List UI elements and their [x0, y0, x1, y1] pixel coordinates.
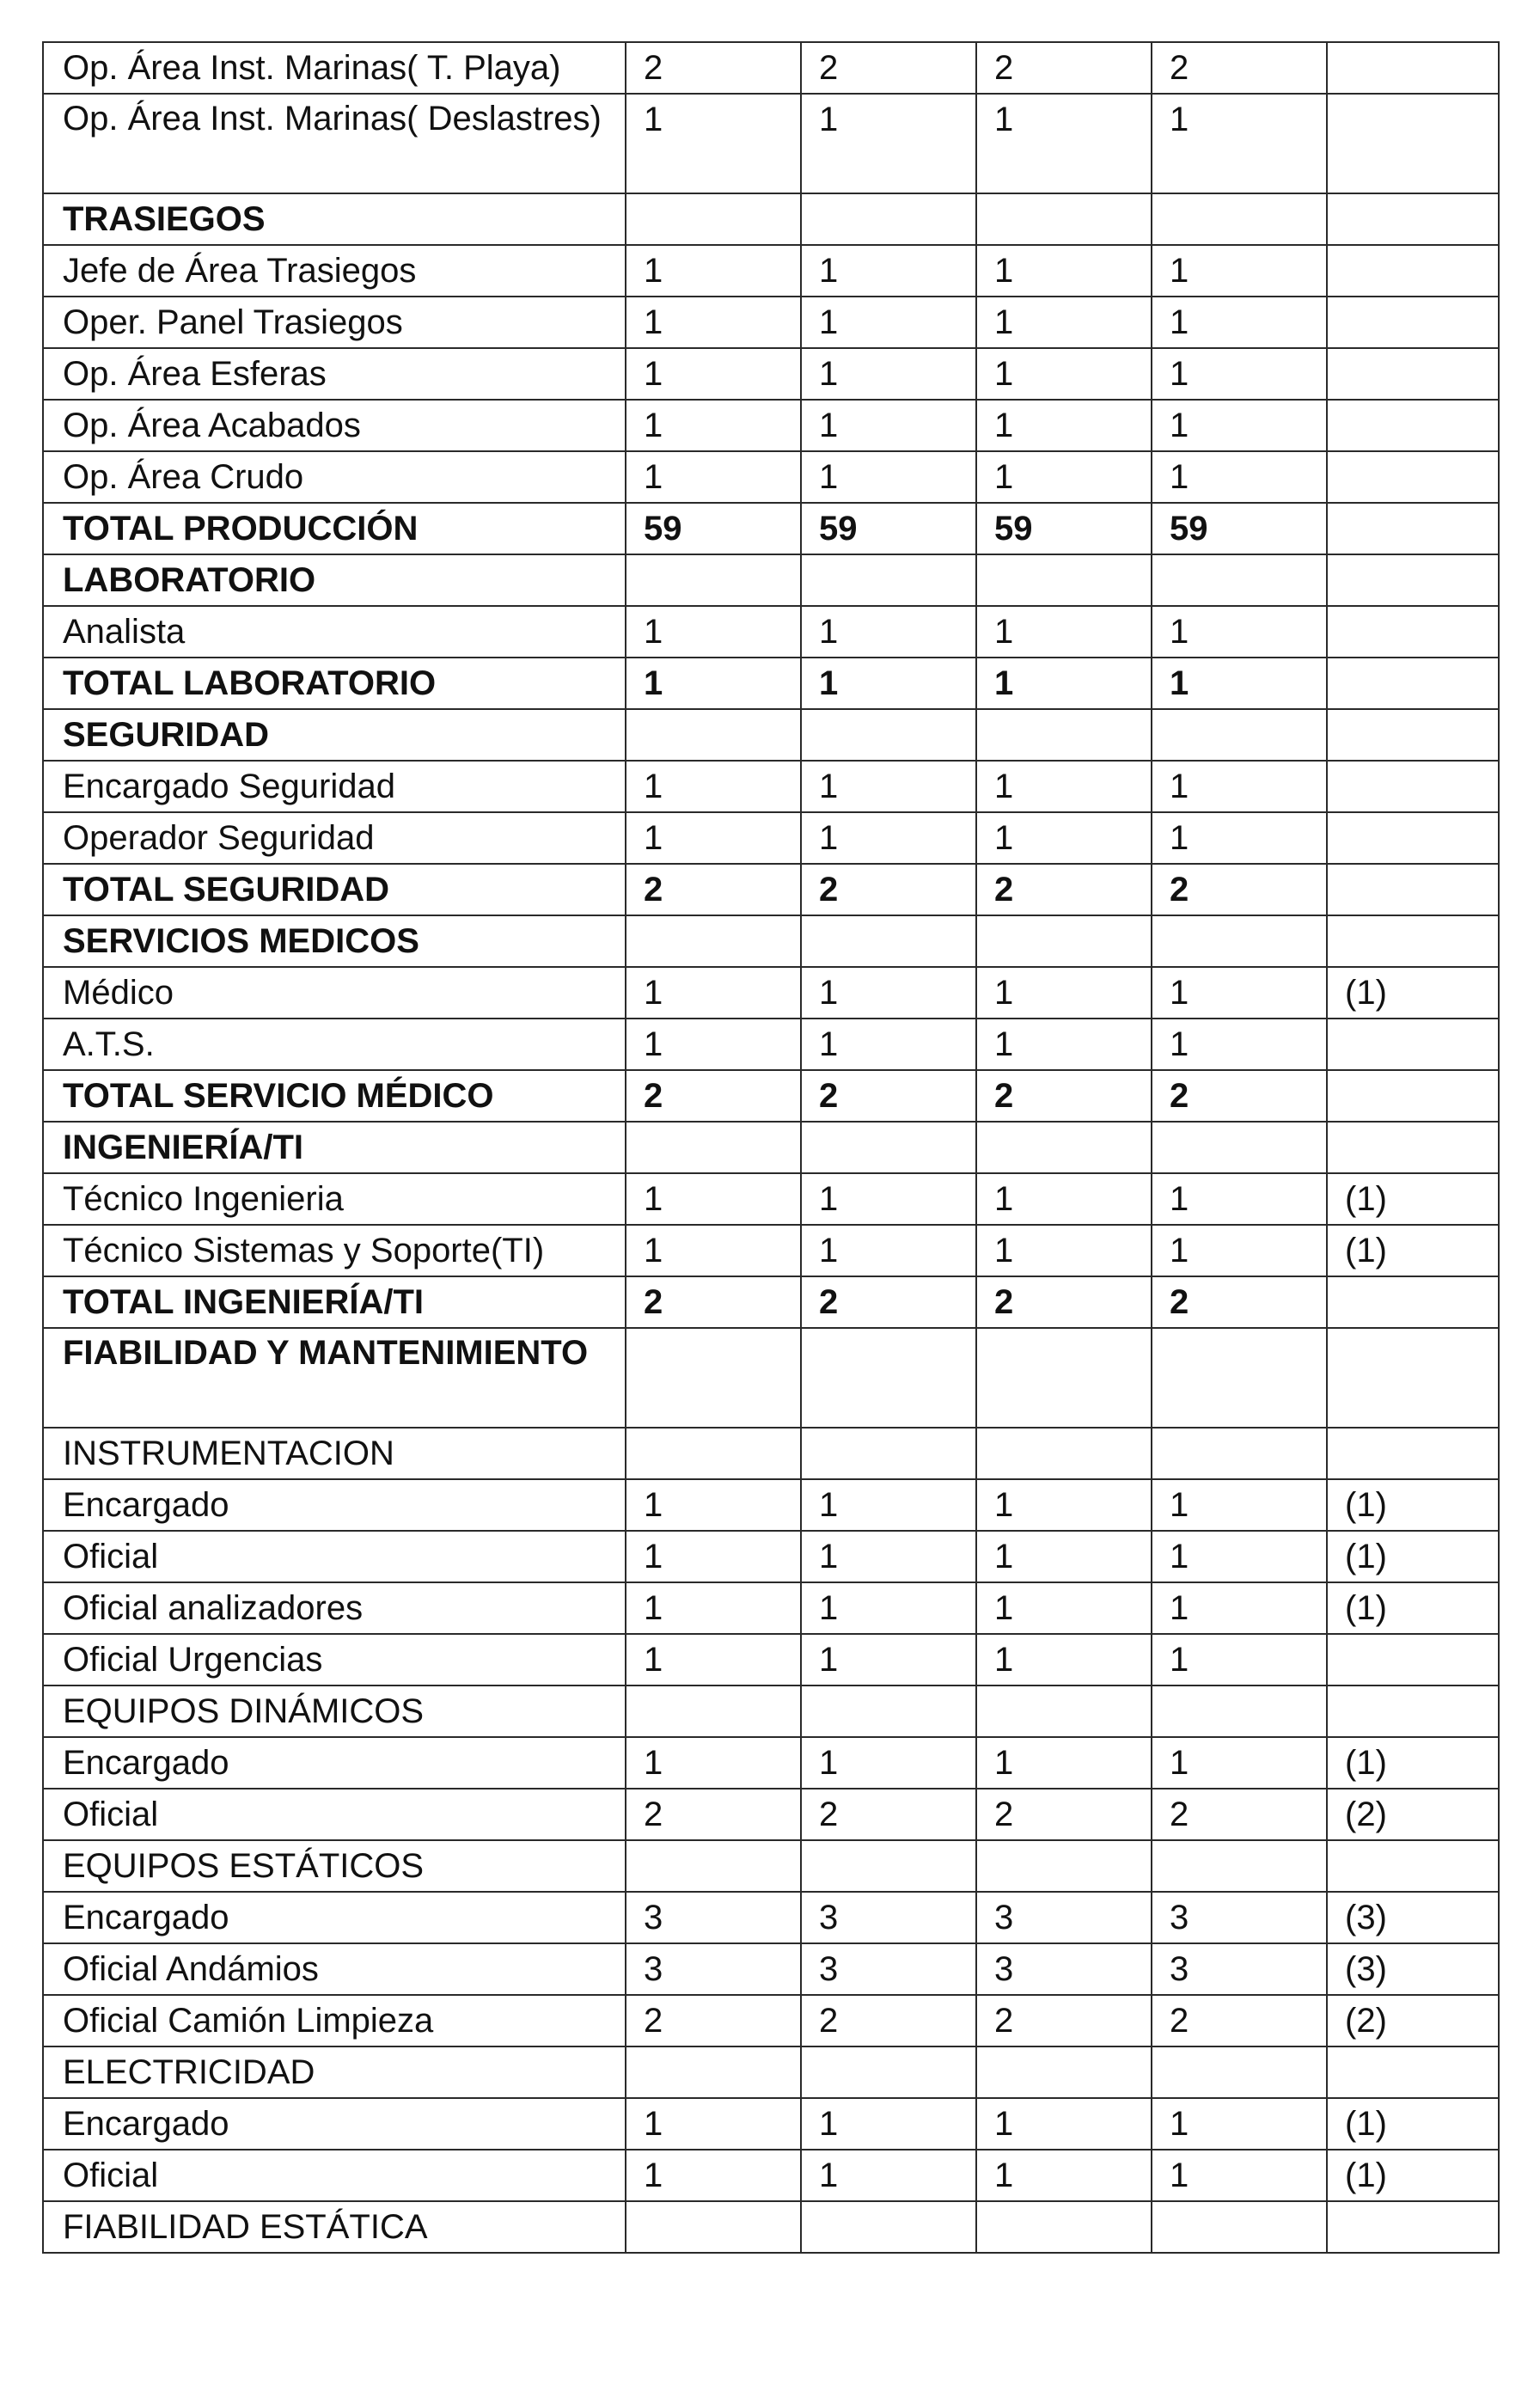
value-cell: 2	[976, 1789, 1152, 1840]
note-cell	[1327, 606, 1499, 658]
note-cell	[1327, 297, 1499, 348]
row-label: Encargado	[43, 1737, 626, 1789]
value-cell: 1	[976, 1531, 1152, 1582]
table-row	[43, 348, 1499, 400]
value-cell	[626, 709, 801, 761]
row-label: Oficial Camión Limpieza	[43, 1995, 626, 2046]
value-cell: 2	[1152, 42, 1327, 94]
value-cell: 1	[1152, 2150, 1327, 2201]
row-label: TOTAL INGENIERÍA/TI	[43, 1276, 626, 1328]
value-cell: 3	[626, 1943, 801, 1995]
table-row	[43, 1531, 1499, 1582]
row-label: TOTAL LABORATORIO	[43, 658, 626, 709]
note-cell	[1327, 348, 1499, 400]
row-label: FIABILIDAD ESTÁTICA	[43, 2201, 626, 2253]
table-row-heading	[43, 1276, 1499, 1328]
value-cell: 2	[626, 1070, 801, 1122]
note-cell	[1327, 1070, 1499, 1122]
row-label: EQUIPOS DINÁMICOS	[43, 1685, 626, 1737]
table-row	[43, 967, 1499, 1019]
table-row-heading	[43, 503, 1499, 554]
value-cell: 1	[801, 1582, 976, 1634]
value-cell	[801, 709, 976, 761]
note-cell	[1327, 245, 1499, 297]
value-cell	[1152, 1428, 1327, 1479]
value-cell: 2	[626, 864, 801, 915]
table-row	[43, 2098, 1499, 2150]
value-cell: 3	[976, 1943, 1152, 1995]
row-label: Encargado	[43, 1479, 626, 1531]
value-cell: 1	[1152, 1173, 1327, 1225]
value-cell: 1	[801, 2150, 976, 2201]
value-cell: 2	[976, 1070, 1152, 1122]
value-cell: 1	[1152, 451, 1327, 503]
value-cell: 2	[626, 1276, 801, 1328]
note-cell: (1)	[1327, 1737, 1499, 1789]
note-cell: (2)	[1327, 1789, 1499, 1840]
row-label: Encargado Seguridad	[43, 761, 626, 812]
value-cell: 1	[801, 451, 976, 503]
note-cell: (1)	[1327, 2150, 1499, 2201]
note-cell	[1327, 2046, 1499, 2098]
note-cell	[1327, 1019, 1499, 1070]
note-cell: (3)	[1327, 1943, 1499, 1995]
value-cell: 1	[626, 1479, 801, 1531]
table-row	[43, 1479, 1499, 1531]
value-cell	[1152, 1685, 1327, 1737]
value-cell: 3	[626, 1892, 801, 1943]
value-cell: 1	[626, 348, 801, 400]
value-cell: 1	[626, 451, 801, 503]
value-cell: 2	[976, 1276, 1152, 1328]
value-cell	[1152, 2201, 1327, 2253]
value-cell	[1152, 554, 1327, 606]
table-row-heading	[43, 1070, 1499, 1122]
value-cell	[626, 2201, 801, 2253]
value-cell: 1	[1152, 1582, 1327, 1634]
value-cell	[1152, 1122, 1327, 1173]
row-label: Oficial	[43, 2150, 626, 2201]
row-label: Médico	[43, 967, 626, 1019]
value-cell	[976, 709, 1152, 761]
note-cell	[1327, 503, 1499, 554]
value-cell: 1	[626, 658, 801, 709]
value-cell: 2	[801, 42, 976, 94]
value-cell: 1	[976, 348, 1152, 400]
value-cell: 1	[626, 812, 801, 864]
note-cell	[1327, 1840, 1499, 1892]
value-cell: 2	[626, 1789, 801, 1840]
table-row	[43, 1840, 1499, 1892]
row-label: A.T.S.	[43, 1019, 626, 1070]
note-cell	[1327, 1328, 1499, 1428]
value-cell: 1	[626, 967, 801, 1019]
note-cell: (1)	[1327, 2098, 1499, 2150]
staffing-table-body	[43, 42, 1499, 2253]
value-cell: 1	[801, 245, 976, 297]
value-cell: 3	[1152, 1892, 1327, 1943]
row-label: Op. Área Crudo	[43, 451, 626, 503]
note-cell	[1327, 400, 1499, 451]
value-cell	[976, 193, 1152, 245]
value-cell: 59	[801, 503, 976, 554]
value-cell	[626, 1122, 801, 1173]
value-cell	[626, 1328, 801, 1428]
note-cell: (3)	[1327, 1892, 1499, 1943]
note-cell	[1327, 1428, 1499, 1479]
value-cell	[626, 1840, 801, 1892]
value-cell: 59	[976, 503, 1152, 554]
table-row-heading	[43, 1122, 1499, 1173]
value-cell	[801, 1328, 976, 1428]
value-cell	[626, 193, 801, 245]
value-cell: 1	[976, 2098, 1152, 2150]
table-row	[43, 297, 1499, 348]
note-cell	[1327, 812, 1499, 864]
value-cell: 1	[1152, 1479, 1327, 1531]
value-cell: 1	[976, 967, 1152, 1019]
table-row-heading	[43, 554, 1499, 606]
row-label: SEGURIDAD	[43, 709, 626, 761]
value-cell: 1	[1152, 1019, 1327, 1070]
note-cell: (2)	[1327, 1995, 1499, 2046]
row-label: Op. Área Inst. Marinas( Deslastres)	[43, 94, 626, 193]
staffing-table	[42, 41, 1500, 2254]
value-cell: 1	[976, 761, 1152, 812]
row-label: Oficial Andámios	[43, 1943, 626, 1995]
value-cell: 59	[1152, 503, 1327, 554]
value-cell: 2	[626, 42, 801, 94]
value-cell: 1	[976, 1225, 1152, 1276]
note-cell: (1)	[1327, 967, 1499, 1019]
value-cell	[626, 554, 801, 606]
table-row	[43, 1225, 1499, 1276]
row-label: Op. Área Esferas	[43, 348, 626, 400]
value-cell: 3	[801, 1892, 976, 1943]
value-cell	[1152, 193, 1327, 245]
value-cell	[976, 1122, 1152, 1173]
table-row	[43, 1019, 1499, 1070]
value-cell: 1	[626, 1582, 801, 1634]
row-label: Operador Seguridad	[43, 812, 626, 864]
value-cell: 2	[801, 1276, 976, 1328]
note-cell	[1327, 94, 1499, 193]
value-cell: 1	[626, 1531, 801, 1582]
value-cell: 1	[626, 1737, 801, 1789]
value-cell	[801, 915, 976, 967]
note-cell: (1)	[1327, 1531, 1499, 1582]
table-row	[43, 606, 1499, 658]
row-label: TOTAL SEGURIDAD	[43, 864, 626, 915]
row-label: EQUIPOS ESTÁTICOS	[43, 1840, 626, 1892]
value-cell	[801, 1840, 976, 1892]
value-cell: 2	[1152, 1276, 1327, 1328]
value-cell: 1	[1152, 2098, 1327, 2150]
value-cell: 1	[1152, 658, 1327, 709]
note-cell	[1327, 1276, 1499, 1328]
value-cell: 1	[801, 1225, 976, 1276]
value-cell: 1	[626, 1634, 801, 1685]
row-label: Op. Área Inst. Marinas( T. Playa)	[43, 42, 626, 94]
value-cell: 2	[976, 1995, 1152, 2046]
value-cell: 1	[801, 1531, 976, 1582]
row-label: TRASIEGOS	[43, 193, 626, 245]
note-cell: (1)	[1327, 1582, 1499, 1634]
value-cell	[801, 193, 976, 245]
row-label: Técnico Ingenieria	[43, 1173, 626, 1225]
value-cell: 1	[626, 297, 801, 348]
table-row	[43, 1634, 1499, 1685]
value-cell: 2	[801, 1995, 976, 2046]
value-cell: 1	[1152, 606, 1327, 658]
note-cell	[1327, 554, 1499, 606]
row-label: Técnico Sistemas y Soporte(TI)	[43, 1225, 626, 1276]
value-cell: 2	[801, 864, 976, 915]
row-label: ELECTRICIDAD	[43, 2046, 626, 2098]
table-row	[43, 451, 1499, 503]
row-label: Oficial Urgencias	[43, 1634, 626, 1685]
value-cell: 1	[626, 245, 801, 297]
value-cell: 1	[1152, 245, 1327, 297]
value-cell: 1	[801, 606, 976, 658]
table-row-heading	[43, 658, 1499, 709]
table-row	[43, 1892, 1499, 1943]
value-cell: 1	[976, 606, 1152, 658]
table-row	[43, 1685, 1499, 1737]
value-cell	[626, 1685, 801, 1737]
note-cell	[1327, 658, 1499, 709]
value-cell: 1	[1152, 812, 1327, 864]
value-cell: 1	[626, 606, 801, 658]
table-row	[43, 812, 1499, 864]
table-row-heading	[43, 193, 1499, 245]
value-cell: 1	[1152, 1737, 1327, 1789]
value-cell	[626, 2046, 801, 2098]
value-cell	[801, 2201, 976, 2253]
value-cell	[1152, 915, 1327, 967]
value-cell: 1	[801, 348, 976, 400]
row-label: Oper. Panel Trasiegos	[43, 297, 626, 348]
value-cell: 1	[976, 1479, 1152, 1531]
table-row	[43, 2046, 1499, 2098]
value-cell: 2	[976, 864, 1152, 915]
table-row	[43, 1428, 1499, 1479]
note-cell	[1327, 864, 1499, 915]
table-row	[43, 1943, 1499, 1995]
value-cell	[1152, 2046, 1327, 2098]
value-cell: 1	[1152, 761, 1327, 812]
value-cell	[801, 1122, 976, 1173]
value-cell: 1	[976, 2150, 1152, 2201]
value-cell: 1	[801, 812, 976, 864]
row-label: INSTRUMENTACION	[43, 1428, 626, 1479]
value-cell: 1	[1152, 1225, 1327, 1276]
value-cell: 2	[1152, 1070, 1327, 1122]
value-cell: 1	[626, 400, 801, 451]
value-cell: 1	[1152, 348, 1327, 400]
row-label: Oficial	[43, 1789, 626, 1840]
table-row	[43, 1995, 1499, 2046]
value-cell	[801, 554, 976, 606]
table-row	[43, 2150, 1499, 2201]
value-cell: 2	[626, 1995, 801, 2046]
value-cell: 1	[1152, 297, 1327, 348]
value-cell: 1	[801, 1173, 976, 1225]
table-row-heading	[43, 864, 1499, 915]
table-row	[43, 94, 1499, 193]
value-cell: 1	[626, 1019, 801, 1070]
value-cell: 1	[801, 761, 976, 812]
value-cell	[801, 1428, 976, 1479]
value-cell: 1	[801, 400, 976, 451]
note-cell	[1327, 193, 1499, 245]
value-cell: 1	[801, 2098, 976, 2150]
value-cell: 2	[1152, 1995, 1327, 2046]
value-cell	[976, 1685, 1152, 1737]
note-cell	[1327, 709, 1499, 761]
table-row	[43, 761, 1499, 812]
value-cell: 1	[801, 1019, 976, 1070]
note-cell	[1327, 451, 1499, 503]
row-label: SERVICIOS MEDICOS	[43, 915, 626, 967]
value-cell	[801, 1685, 976, 1737]
value-cell	[976, 915, 1152, 967]
value-cell	[976, 2201, 1152, 2253]
table-row	[43, 400, 1499, 451]
value-cell: 3	[801, 1943, 976, 1995]
note-cell	[1327, 1685, 1499, 1737]
table-row	[43, 2201, 1499, 2253]
note-cell	[1327, 1122, 1499, 1173]
value-cell	[1152, 1328, 1327, 1428]
value-cell	[976, 1840, 1152, 1892]
value-cell: 1	[976, 94, 1152, 193]
value-cell: 3	[976, 1892, 1152, 1943]
row-label: Encargado	[43, 1892, 626, 1943]
value-cell: 2	[1152, 864, 1327, 915]
value-cell: 1	[801, 967, 976, 1019]
value-cell	[1152, 709, 1327, 761]
value-cell: 1	[1152, 967, 1327, 1019]
value-cell	[801, 2046, 976, 2098]
value-cell: 2	[801, 1070, 976, 1122]
value-cell: 1	[1152, 1531, 1327, 1582]
row-label: Oficial analizadores	[43, 1582, 626, 1634]
value-cell: 1	[626, 2150, 801, 2201]
value-cell: 1	[801, 1479, 976, 1531]
table-row	[43, 42, 1499, 94]
value-cell: 1	[976, 1173, 1152, 1225]
note-cell	[1327, 761, 1499, 812]
value-cell: 1	[976, 400, 1152, 451]
value-cell	[976, 1428, 1152, 1479]
value-cell: 2	[801, 1789, 976, 1840]
row-label: Jefe de Área Trasiegos	[43, 245, 626, 297]
note-cell	[1327, 915, 1499, 967]
row-label: LABORATORIO	[43, 554, 626, 606]
value-cell: 1	[976, 245, 1152, 297]
table-row-heading	[43, 1328, 1499, 1428]
value-cell: 1	[976, 1019, 1152, 1070]
value-cell: 1	[1152, 400, 1327, 451]
row-label: INGENIERÍA/TI	[43, 1122, 626, 1173]
value-cell: 1	[626, 1173, 801, 1225]
row-label: Encargado	[43, 2098, 626, 2150]
value-cell	[626, 1428, 801, 1479]
value-cell	[1152, 1840, 1327, 1892]
value-cell	[626, 915, 801, 967]
table-row	[43, 1737, 1499, 1789]
value-cell: 1	[976, 658, 1152, 709]
note-cell: (1)	[1327, 1479, 1499, 1531]
value-cell: 1	[976, 1737, 1152, 1789]
table-row-heading	[43, 915, 1499, 967]
table-row-heading	[43, 709, 1499, 761]
value-cell: 2	[976, 42, 1152, 94]
note-cell	[1327, 2201, 1499, 2253]
table-row	[43, 1789, 1499, 1840]
value-cell	[976, 554, 1152, 606]
value-cell: 1	[801, 1634, 976, 1685]
value-cell: 1	[801, 297, 976, 348]
value-cell	[976, 2046, 1152, 2098]
value-cell: 59	[626, 503, 801, 554]
value-cell: 1	[626, 94, 801, 193]
value-cell: 1	[801, 1737, 976, 1789]
value-cell: 1	[976, 1634, 1152, 1685]
value-cell: 1	[801, 658, 976, 709]
value-cell: 1	[1152, 94, 1327, 193]
value-cell: 1	[976, 812, 1152, 864]
value-cell: 1	[976, 297, 1152, 348]
row-label: FIABILIDAD Y MANTENIMIENTO	[43, 1328, 626, 1428]
table-row	[43, 1173, 1499, 1225]
table-row	[43, 245, 1499, 297]
value-cell: 1	[976, 1582, 1152, 1634]
note-cell: (1)	[1327, 1225, 1499, 1276]
value-cell: 2	[1152, 1789, 1327, 1840]
value-cell: 1	[626, 2098, 801, 2150]
value-cell: 1	[801, 94, 976, 193]
table-row	[43, 1582, 1499, 1634]
note-cell: (1)	[1327, 1173, 1499, 1225]
row-label: Oficial	[43, 1531, 626, 1582]
note-cell	[1327, 42, 1499, 94]
value-cell: 1	[976, 451, 1152, 503]
row-label: TOTAL SERVICIO MÉDICO	[43, 1070, 626, 1122]
note-cell	[1327, 1634, 1499, 1685]
value-cell: 1	[626, 1225, 801, 1276]
value-cell: 3	[1152, 1943, 1327, 1995]
value-cell: 1	[1152, 1634, 1327, 1685]
value-cell: 1	[626, 761, 801, 812]
row-label: TOTAL PRODUCCIÓN	[43, 503, 626, 554]
value-cell	[976, 1328, 1152, 1428]
row-label: Op. Área Acabados	[43, 400, 626, 451]
row-label: Analista	[43, 606, 626, 658]
